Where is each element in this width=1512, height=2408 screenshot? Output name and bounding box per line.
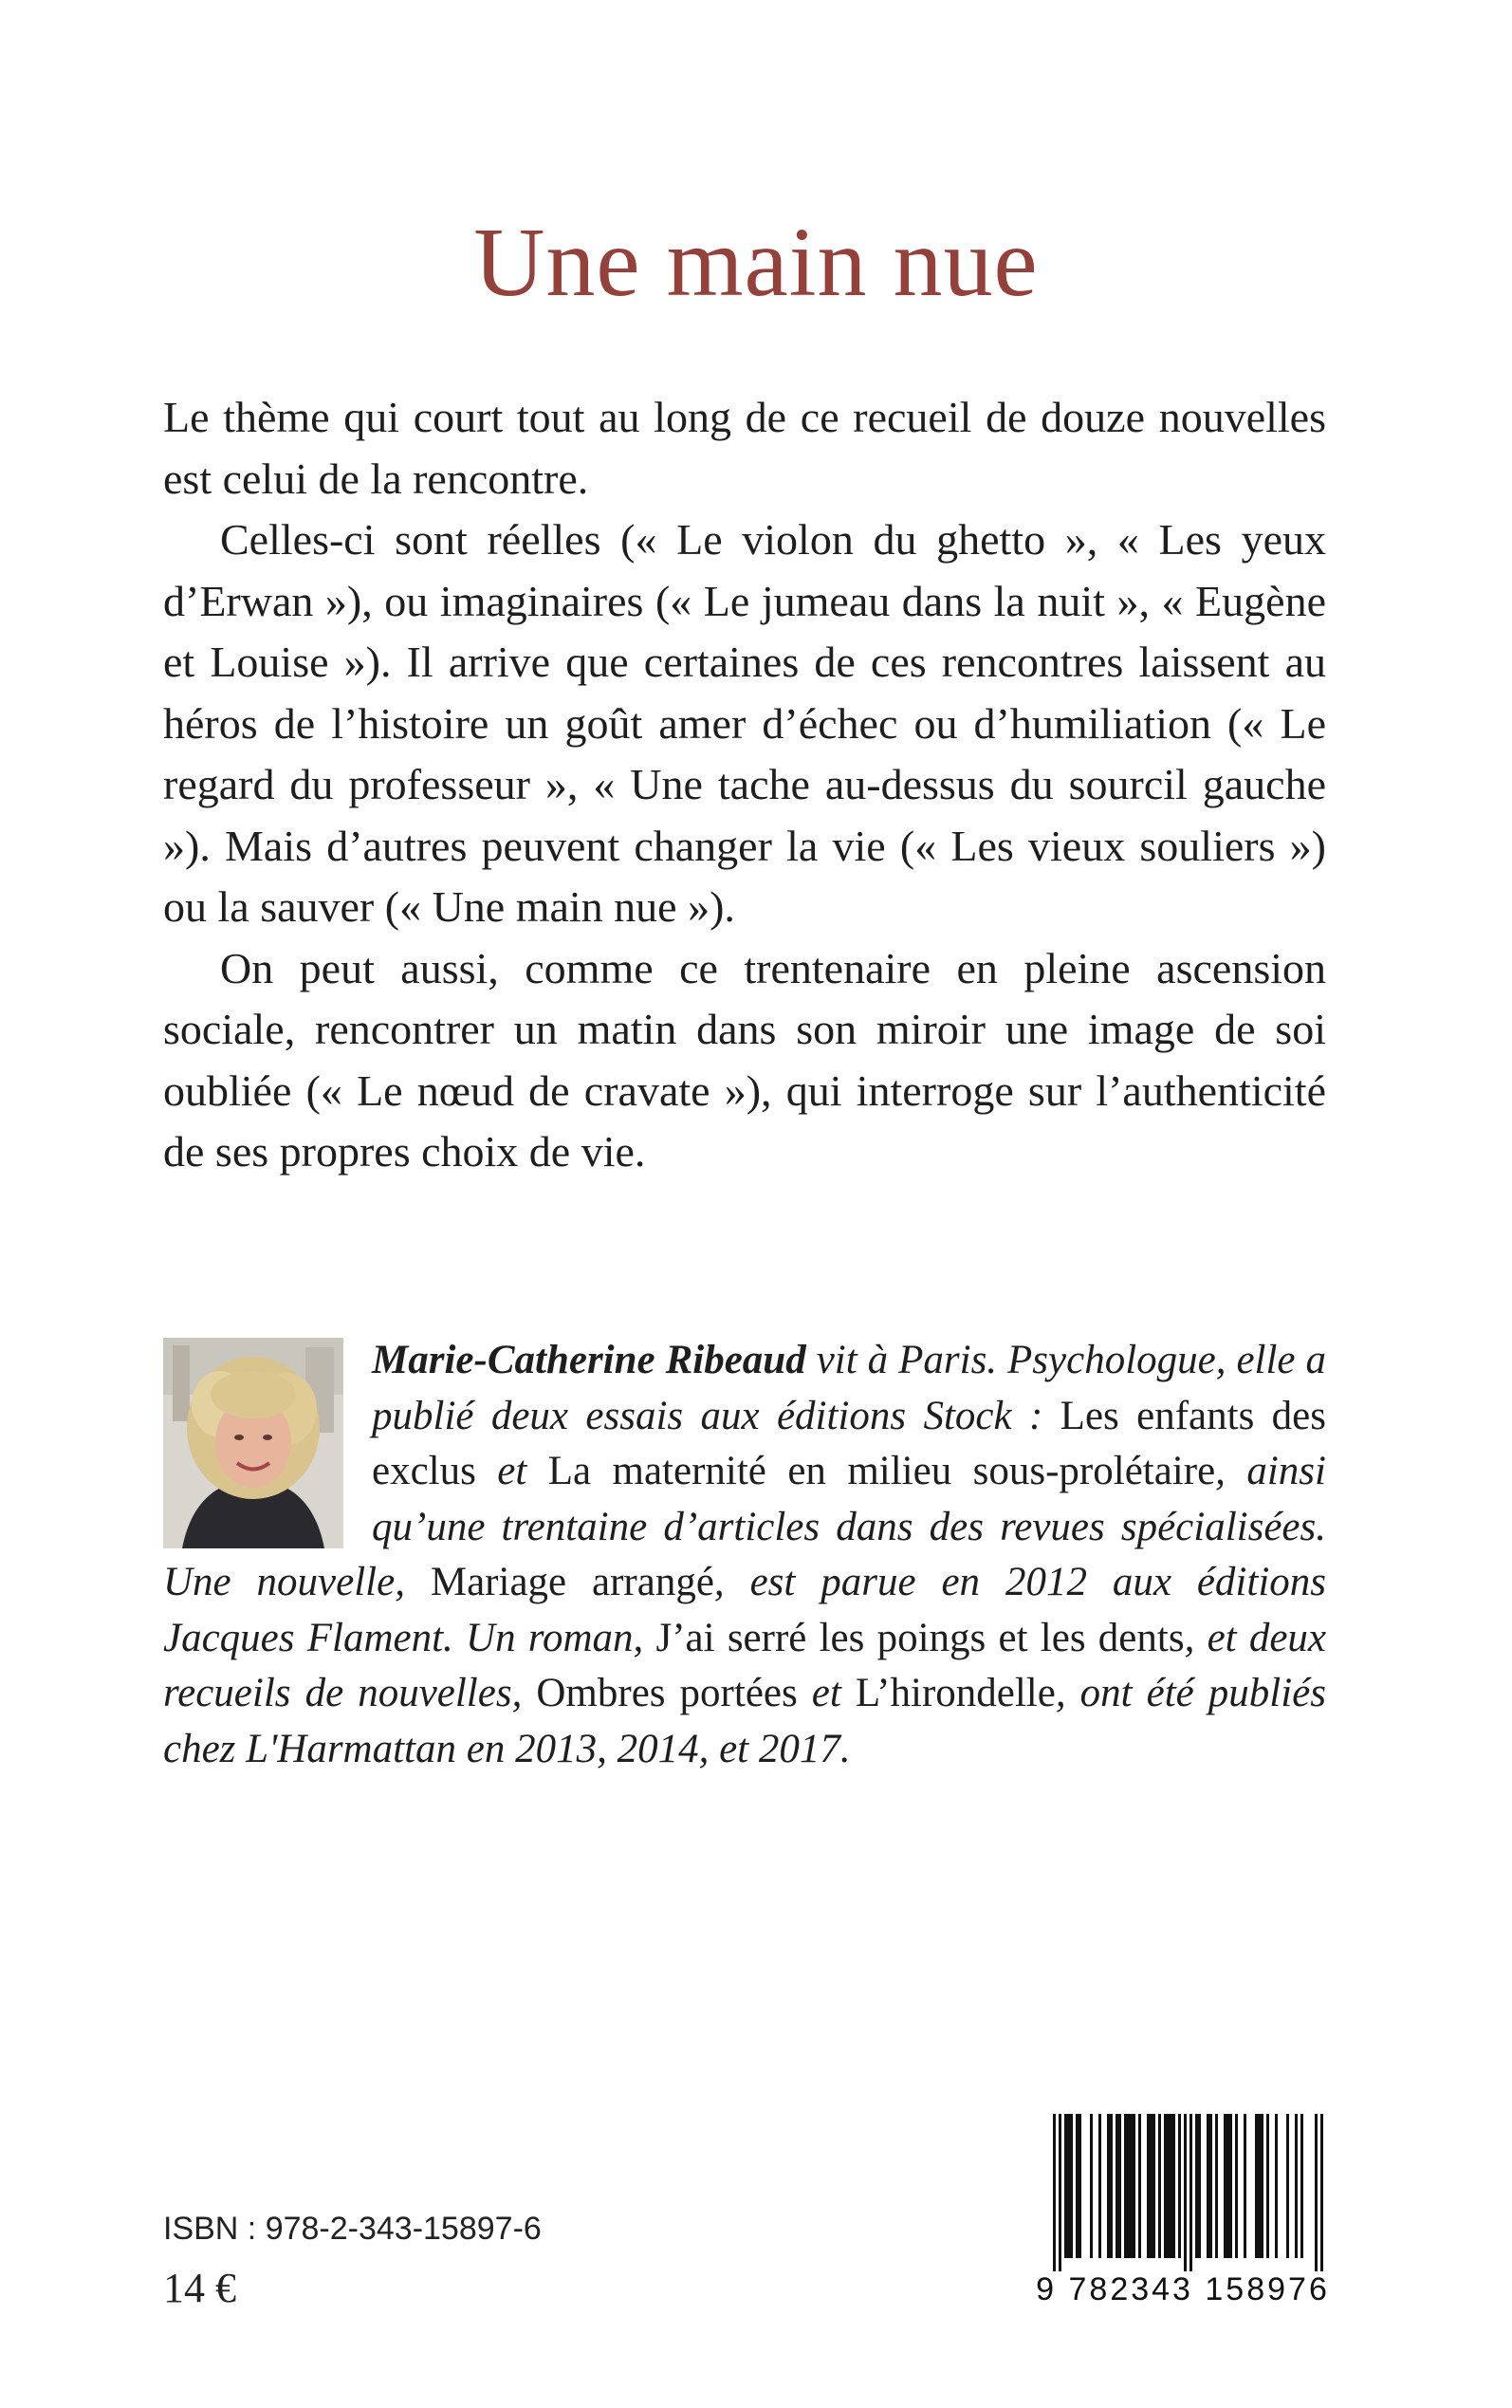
barcode-bar [1138, 2114, 1141, 2258]
author-name: Marie-Catherine Ribeaud [372, 1338, 806, 1382]
bio-text-7: , ont été publiés chez L'Harmattan en 2013, 2014, et 2017. [163, 1671, 1326, 1771]
barcode-bar [1064, 2114, 1067, 2258]
barcode-bar [1226, 2114, 1229, 2258]
barcode-bar [1315, 2114, 1318, 2271]
barcode-bar [1229, 2114, 1232, 2258]
bio-book-1: Les enfants des exclus [372, 1393, 1326, 1493]
barcode-bar [1266, 2114, 1269, 2258]
bio-text-4: , est parue en 2012 aux éditions Jacques Flament. Un roman, [163, 1560, 1327, 1660]
barcode-bar [1118, 2114, 1121, 2258]
barcode-bar [1320, 2114, 1323, 2271]
barcode-bar [1224, 2114, 1226, 2258]
barcode-bar [1261, 2114, 1263, 2258]
barcode-bar [1255, 2114, 1258, 2258]
barcode-bar [1172, 2114, 1175, 2258]
bio-text-2: et [475, 1449, 548, 1493]
bio-text-6: et [797, 1671, 856, 1715]
barcode-bar [1110, 2114, 1113, 2258]
bio-book-3: Mariage arrangé [430, 1560, 714, 1604]
barcode-bar [1158, 2114, 1161, 2258]
bio-text-5: , et deux recueils de nouvelles, [163, 1615, 1327, 1715]
barcode-bars [1034, 2114, 1332, 2271]
author-photo [163, 1338, 343, 1548]
barcode-bar [1059, 2114, 1061, 2271]
bio-book-2: La maternité en milieu sous-prolétaire [547, 1449, 1216, 1493]
barcode-bar [1130, 2114, 1133, 2258]
barcode-bar [1209, 2114, 1212, 2258]
barcode-digits: 9 782343 158976 [1036, 2271, 1330, 2307]
barcode-bar [1147, 2114, 1150, 2258]
bio-text-3: , ainsi qu’une trentaine d’articles dans des revues spécialisées. Une nouvelle, [163, 1449, 1326, 1604]
barcode-bar [1070, 2114, 1073, 2258]
barcode-bar [1189, 2114, 1192, 2271]
barcode [1034, 2114, 1332, 2307]
barcode-bar [1152, 2114, 1155, 2258]
bio-book-5: Ombres portées [536, 1671, 798, 1715]
barcode-bar [1215, 2114, 1218, 2258]
barcode-bar [1107, 2114, 1110, 2258]
price-label: 14 € [163, 2265, 236, 2311]
barcode-bar [1295, 2114, 1298, 2258]
barcode-bar [1178, 2114, 1181, 2258]
barcode-bar [1098, 2114, 1101, 2258]
bio-book-4: J’ai serré les poings et les dents [655, 1615, 1185, 1660]
back-cover-blurb [163, 387, 1326, 1183]
barcode-bar [1167, 2114, 1170, 2258]
barcode-bar [1053, 2114, 1056, 2271]
barcode-bar [1127, 2114, 1130, 2258]
author-bio [163, 1333, 1326, 1777]
barcode-bar [1300, 2114, 1303, 2258]
bio-text-1: vit à Paris. Psychologue, elle a publié deux essais aux éditions Stock : [372, 1338, 1326, 1438]
barcode-bar [1170, 2114, 1172, 2258]
book-title: Une main nue [473, 207, 1039, 317]
bio-book-6: L’hirondelle [855, 1671, 1056, 1715]
barcode-bar [1275, 2114, 1278, 2258]
barcode-bar [1116, 2114, 1118, 2258]
barcode-bar [1076, 2114, 1079, 2258]
isbn-label: ISBN : 978-2-343-15897-6 [163, 2211, 542, 2247]
barcode-bar [1286, 2114, 1289, 2258]
barcode-bar [1090, 2114, 1093, 2258]
barcode-bar [1067, 2114, 1070, 2258]
barcode-bar [1164, 2114, 1167, 2258]
blurb-paragraph-3: On peut aussi, comme ce trentenaire en pleine ascension sociale, rencontrer un matin dans son miroir une image de soi oubliée (« Le nœud de cravate »), qui interroge sur l’authenticité de ses propres choix de vie. [163, 943, 1326, 1176]
barcode-bar [1195, 2114, 1198, 2258]
barcode-bar [1244, 2114, 1246, 2258]
barcode-bar [1079, 2114, 1081, 2258]
barcode-bar [1124, 2114, 1127, 2258]
barcode-bar [1184, 2114, 1187, 2271]
blurb-paragraph-1: Le thème qui court tout au long de ce recueil de douze nouvelles est celui de la rencontre. [163, 393, 1326, 503]
barcode-bar [1198, 2114, 1201, 2258]
barcode-bar [1235, 2114, 1238, 2258]
blurb-paragraph-2: Celles-ci sont réelles (« Le violon du ghetto », « Les yeux d’Erwan »), ou imaginaires (« Le jumeau dans la nuit », « Eugène et Louise »). Il arrive que certaines de ces rencontres laissent au héros de l’histoire un goût amer d’échec ou d’humiliation (« Le regard du professeur », « Une tache au-dessus du sourcil gauche »). Mais d’autres peuvent changer la vie (« Les vieux souliers ») ou la sauver (« Une main nue »). [163, 515, 1326, 931]
barcode-bar [1150, 2114, 1152, 2258]
barcode-bar [1207, 2114, 1209, 2258]
barcode-bar [1258, 2114, 1261, 2258]
barcode-bar [1133, 2114, 1135, 2258]
